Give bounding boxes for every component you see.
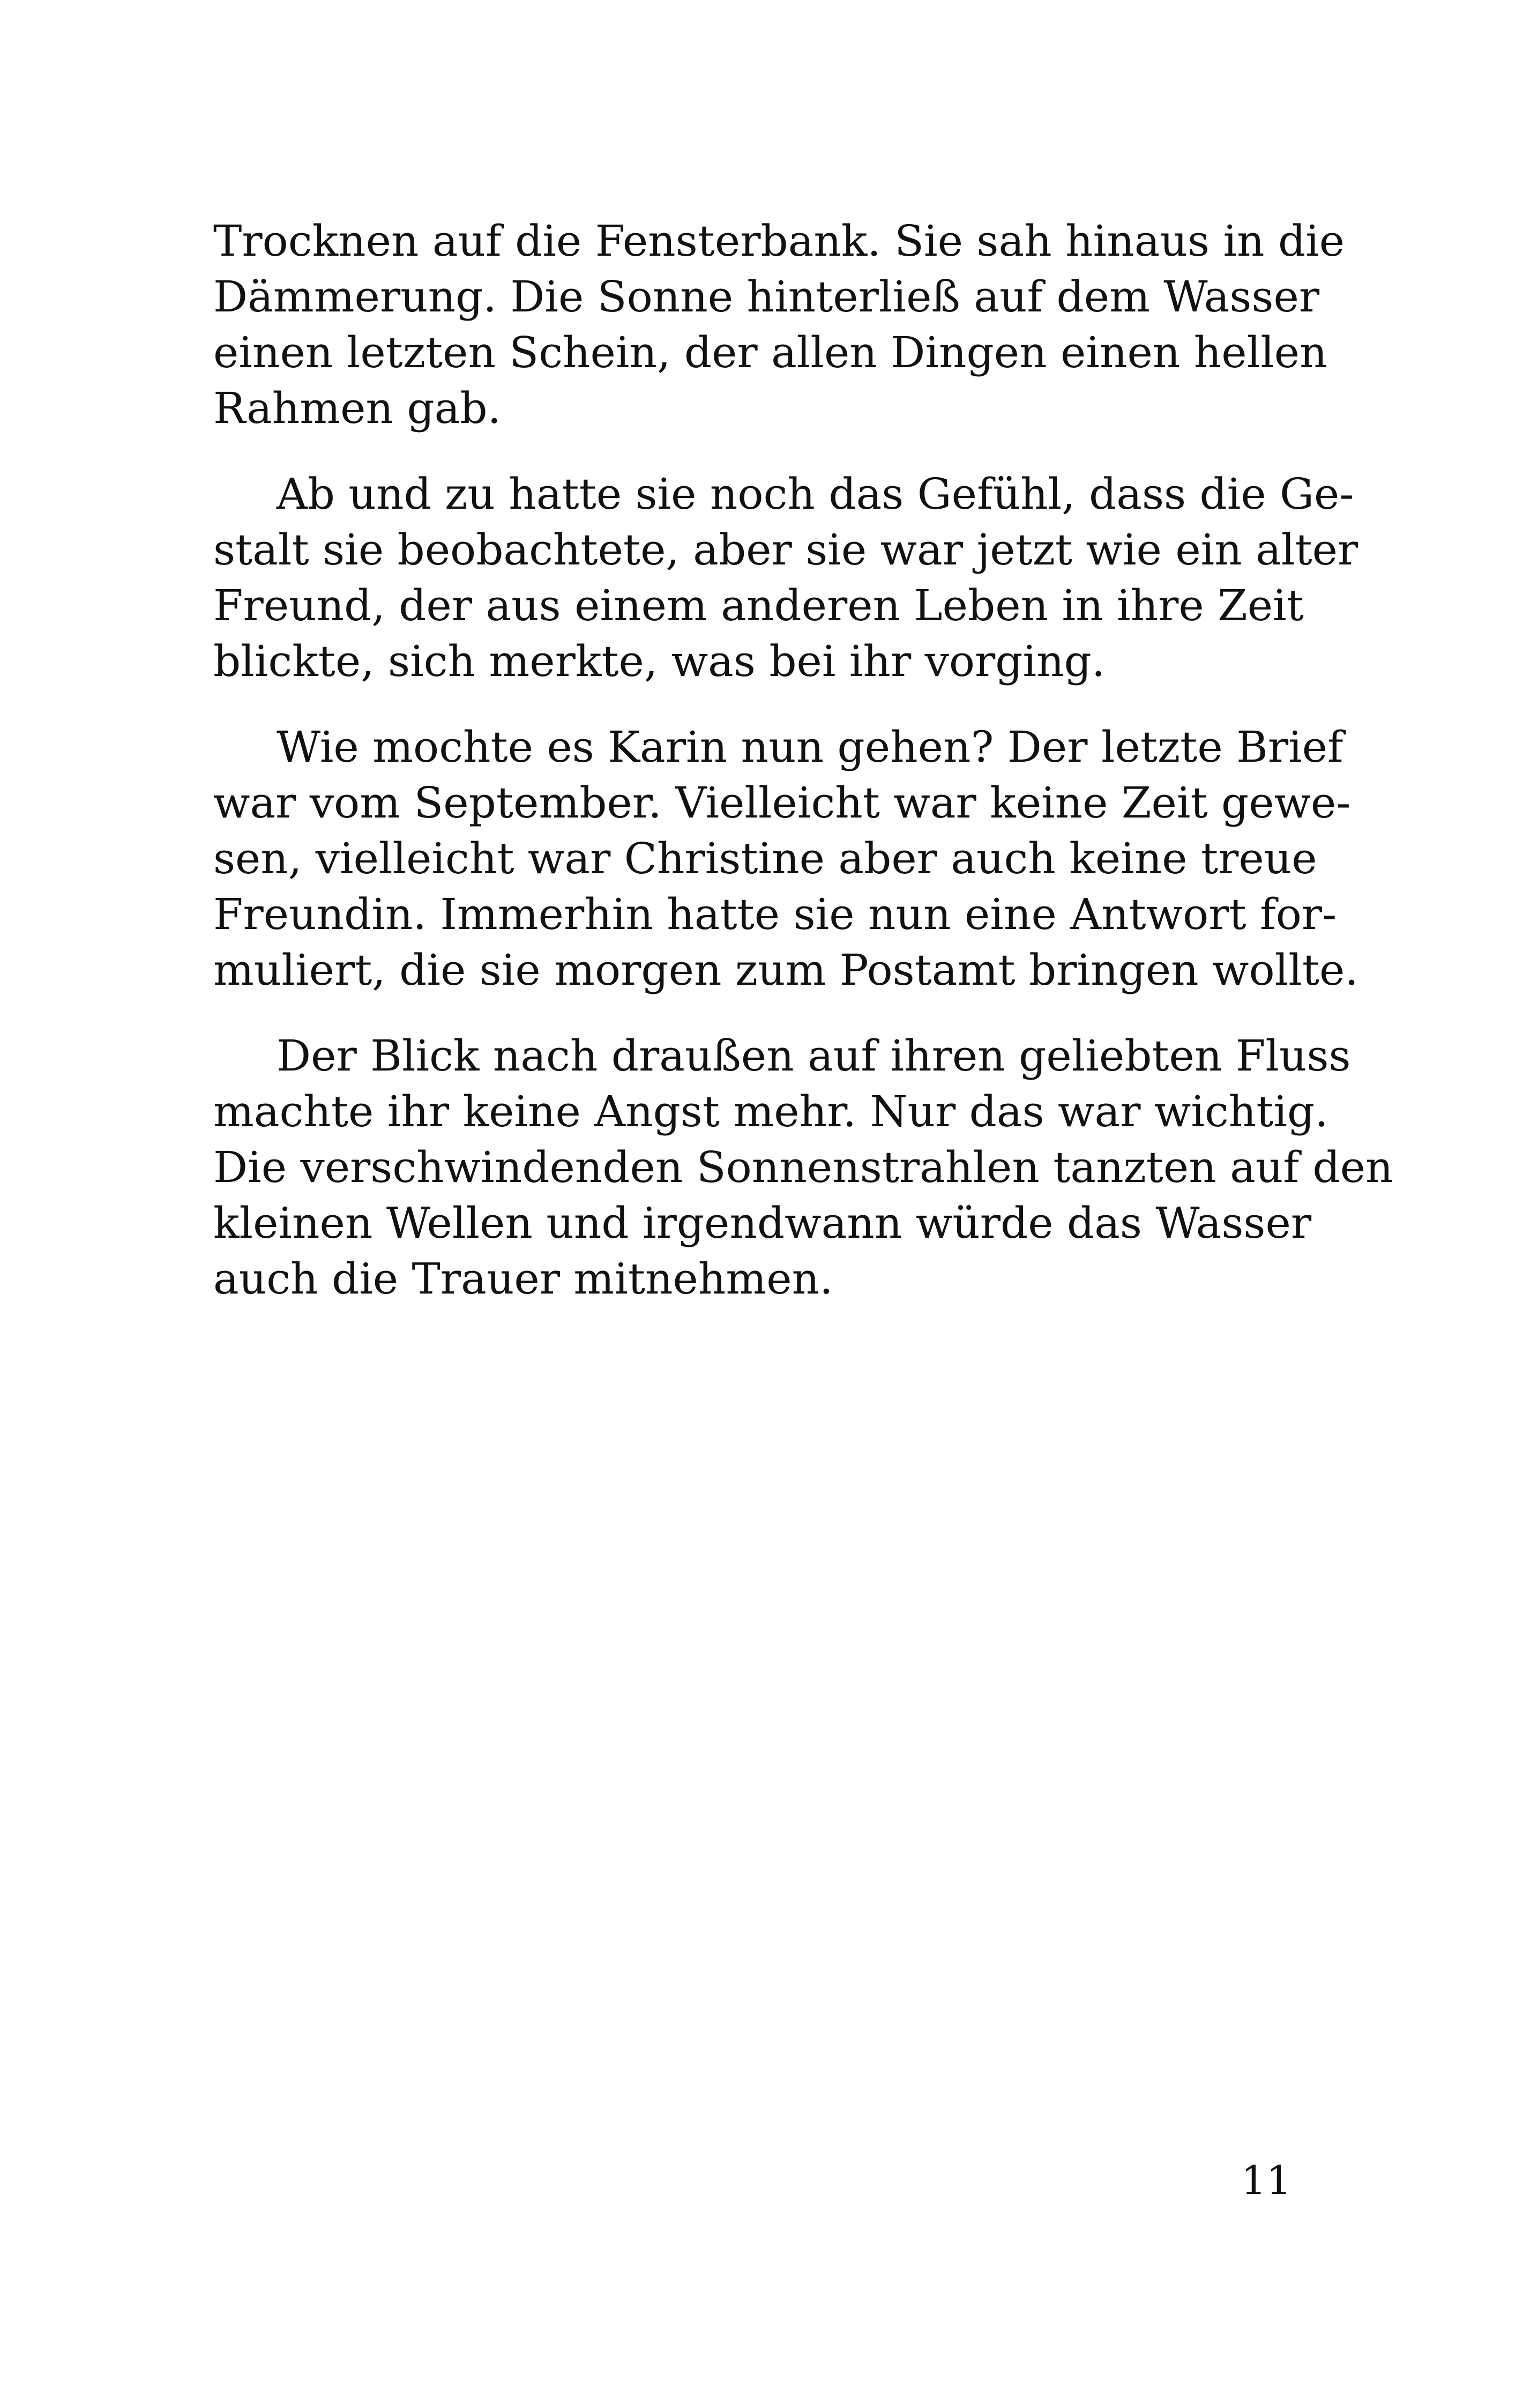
text-line: auch die Trauer mitnehmen. bbox=[213, 1254, 833, 1304]
text-line: kleinen Wellen und irgendwann würde das Wasser bbox=[213, 1198, 1312, 1248]
paragraph-2 bbox=[213, 466, 1358, 689]
page-number: 11 bbox=[1241, 2158, 1291, 2204]
paragraph-1 bbox=[213, 213, 1345, 436]
text-line: machte ihr keine Angst mehr. Nur das war wichtig. bbox=[213, 1087, 1328, 1136]
text-line: sen, vielleicht war Christine aber auch keine treue bbox=[213, 834, 1317, 883]
text-line: stalt sie beobachtete, aber sie war jetzt wie ein alter bbox=[213, 525, 1358, 575]
paragraph-4 bbox=[213, 1028, 1393, 1307]
text-line: muliert, die sie morgen zum Postamt bringen wollte. bbox=[213, 945, 1358, 995]
text-line: einen letzten Schein, der allen Dingen einen hellen bbox=[213, 328, 1327, 377]
text-line: Trocknen auf die Fensterbank. Sie sah hinaus in die bbox=[213, 216, 1345, 266]
text-line: Die verschwindenden Sonnenstrahlen tanzten auf den bbox=[213, 1142, 1393, 1192]
text-line: blickte, sich merkte, was bei ihr vorging. bbox=[213, 636, 1106, 686]
text-line: Freund, der aus einem anderen Leben in ihre Zeit bbox=[213, 581, 1304, 630]
body-text bbox=[213, 213, 1393, 1337]
text-line: Der Blick nach draußen auf ihren geliebten Fluss bbox=[277, 1031, 1351, 1081]
paragraph-3 bbox=[213, 719, 1358, 998]
text-line: Ab und zu hatte sie noch das Gefühl, dass die Ge- bbox=[277, 469, 1354, 519]
text-line: Wie mochte es Karin nun gehen? Der letzte Brief bbox=[277, 722, 1343, 772]
text-line: Freundin. Immerhin hatte sie nun eine Antwort for- bbox=[213, 889, 1337, 939]
text-line: war vom September. Vielleicht war keine Zeit gewe- bbox=[213, 778, 1351, 828]
text-line: Rahmen gab. bbox=[213, 383, 501, 433]
text-line: Dämmerung. Die Sonne hinterließ auf dem Wasser bbox=[213, 272, 1320, 322]
